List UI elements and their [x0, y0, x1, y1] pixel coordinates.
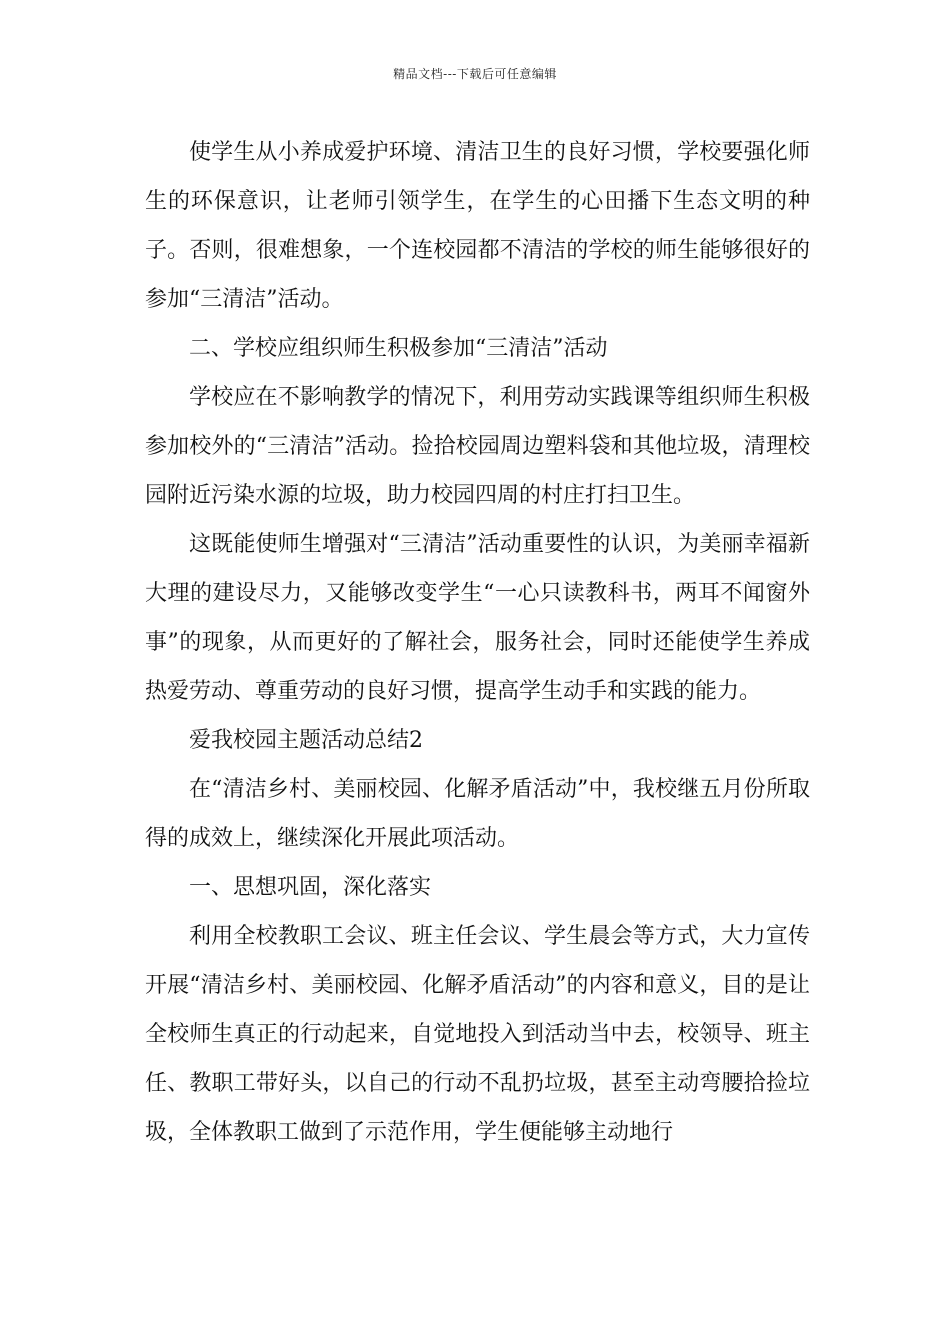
page-header: 精品文档---下载后可任意编辑: [393, 67, 557, 81]
paragraph-benefits: 这既能使师生增强对“三清洁”活动重要性的认识，为美丽幸福新大理的建设尽力，又能够改变学生“一心只读教科书，两耳不闻窗外事”的现象，从而更好的了解社会，服务社会，同时还能使学生养成热爱劳动、尊重劳动的良好习惯，提高学生动手和实践的能力。: [145, 532, 810, 704]
paragraph-environmental-habits: 使学生从小养成爱护环境、清洁卫生的良好习惯，学校要强化师生的环保意识，让老师引领学生，在学生的心田播下生态文明的种子。否则，很难想象，一个连校园都不清洁的学校的师生能够很好的参加“三清洁”活动。: [145, 140, 810, 312]
document-body: [145, 128, 810, 1157]
paragraph-continue-activity: 在“清洁乡村、美丽校园、化解矛盾活动”中，我校继五月份所取得的成效上，继续深化开展此项活动。: [145, 777, 810, 851]
paragraph-publicity: 利用全校教职工会议、班主任会议、学生晨会等方式，大力宣传开展“清洁乡村、美丽校园、化解矛盾活动”的内容和意义，目的是让全校师生真正的行动起来，自觉地投入到活动当中去，校领导、班主任、教职工带好头，以自己的行动不乱扔垃圾，甚至主动弯腰拾捡垃圾，全体教职工做到了示范作用，学生便能够主动地行: [145, 924, 810, 1145]
section-heading-thought-consolidation: 一、思想巩固，深化落实: [189, 875, 432, 900]
section-heading-summary-2: 爱我校园主题活动总结2: [189, 728, 423, 753]
paragraph-labor-practice: 学校应在不影响教学的情况下，利用劳动实践课等组织师生积极参加校外的“三清洁”活动。捡拾校园周边塑料袋和其他垃圾，清理校园附近污染水源的垃圾，助力校园四周的村庄打扫卫生。: [145, 385, 810, 508]
section-heading-organize-activity: 二、学校应组织师生积极参加“三清洁”活动: [189, 336, 608, 361]
